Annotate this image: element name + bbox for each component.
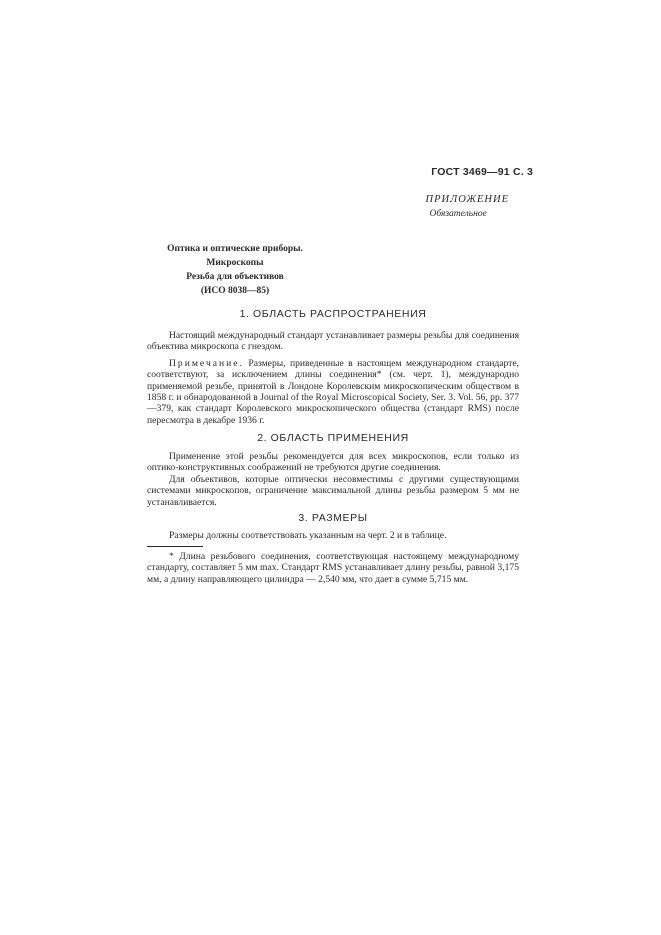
footnote-text: * Длина резьбового соединения, соответствующая настоящему международному стандарту, составляет 5 мм max. Стандарт RMS устанавливает длину резьбы, равной 3,175 мм, а длину направляющего цилиндра — 2,540 мм, что дает в сумме 5,715 мм. xyxy=(147,551,519,585)
section-1-body xyxy=(147,330,519,426)
section-2-body xyxy=(147,451,519,508)
appendix-label: ПРИЛОЖЕНИЕ xyxy=(425,194,509,205)
footnote xyxy=(147,551,519,585)
section-2-paragraph-1: Применение этой резьбы рекомендуется для всех микроскопов, если только из оптико-конструктивных соображений не требуются другие соединения. xyxy=(147,451,519,474)
section-3-heading: 3. РАЗМЕРЫ xyxy=(298,512,368,524)
document-title xyxy=(160,242,310,298)
section-3-body xyxy=(147,530,519,541)
note-label: Примечание. xyxy=(169,357,244,369)
title-line-1: Оптика и оптические приборы. xyxy=(167,244,303,254)
appendix-status: Обязательное xyxy=(429,209,487,219)
title-line-2: Микроскопы xyxy=(206,258,264,268)
section-1-paragraph: Настоящий международный стандарт устанавливает размеры резьбы для соединения объектива микроскопа с гнездом. xyxy=(147,330,519,353)
appendix-block xyxy=(426,192,510,222)
section-2-heading: 2. ОБЛАСТЬ ПРИМЕНЕНИЯ xyxy=(257,432,409,444)
section-3-paragraph: Размеры должны соответствовать указанным на черт. 2 и в таблице. xyxy=(169,530,447,541)
section-2-paragraph-2: Для объективов, которые оптически несовместимы с другими существующими системами микроскопов, ограничение максимальной длины резьбы размером 5 мм не устанавливается. xyxy=(147,473,519,508)
footnote-divider xyxy=(147,546,203,547)
section-1-note xyxy=(147,358,519,426)
title-line-4: (ИСО 8038—85) xyxy=(200,286,270,296)
section-1-heading: 1. ОБЛАСТЬ РАСПРОСТРАНЕНИЯ xyxy=(239,308,427,320)
standard-header: ГОСТ 3469—91 С. 3 xyxy=(431,166,533,178)
title-line-3: Резьба для объективов xyxy=(186,272,284,282)
note-text: Размеры, приведенные в настоящем международном стандарте, соответствуют, за исключением длины соединения* (см. черт. 1), международно применяемой резьбе, принятой в Лондоне Королевским микроскопическим обществом в 1858 г. и обнародованной в Journal of the Royal Microscopical Society, Ser. 3. Vol. 56, pp. 377—379, как стандарт Королевского микроскопического общества (стандарт RMS) после пересмотра в декабре 1936 г. xyxy=(147,357,519,426)
